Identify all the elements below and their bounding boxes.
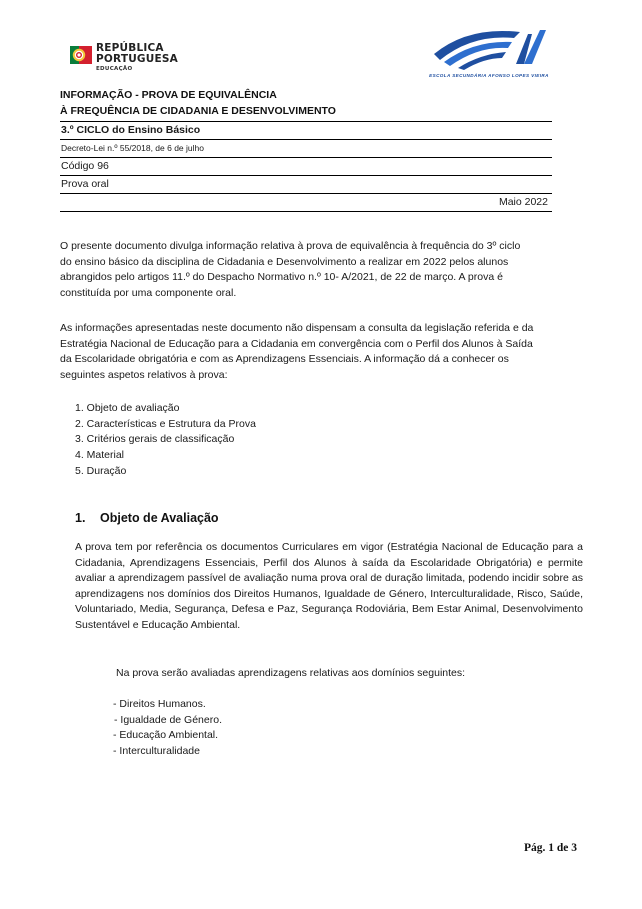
intro-paragraph-2: As informações apresentadas neste documento não dispensam a consulta da legislação referida e da Estratégia Nacional de Educação para a Cidadania em convergência com o Perfil dos Alunos à Saída da Escolaridade obrigatória e com as Aprendizagens Essenciais. A informação dá a conhecer os seguintes aspetos relativos à prova:	[60, 322, 534, 381]
logo-text-educacao: EDUCAÇÃO	[96, 66, 133, 72]
list-item: - Direitos Humanos.	[113, 698, 206, 710]
section-title: Objeto de Avaliação	[100, 511, 219, 525]
exam-type-label: Prova oral	[60, 175, 552, 193]
document-title	[60, 87, 336, 119]
republica-portuguesa-logo	[70, 40, 180, 80]
section-heading	[75, 511, 219, 525]
logo-text-portuguesa: PORTUGUESA	[96, 52, 178, 65]
intro-paragraph-1: O presente documento divulga informação relativa à prova de equivalência à frequência do 3º ciclo do ensino básico da disciplina de Cidadania e Desenvolvimento a realizar em 2022 pelos alunos abrangidos pelo artigos 11.º do Despacho Normativo n.º 10- A/2021, de 22 de março. A prova é constituída por uma componente oral.	[60, 240, 521, 299]
section-number: 1.	[75, 511, 86, 525]
topics-list	[75, 401, 256, 480]
domains-intro: Na prova serão avaliadas aprendizagens relativas aos domínios seguintes:	[116, 667, 466, 679]
title-line-2: À FREQUÊNCIA DE CIDADANIA E DESENVOLVIMENTO	[60, 105, 336, 117]
list-item: - Educação Ambiental.	[113, 729, 219, 741]
date-label: Maio 2022	[60, 193, 552, 212]
list-item: 3. Critérios gerais de classificação	[75, 433, 235, 446]
logo-text-republica: REPÚBLICA	[96, 42, 164, 54]
title-line-1: INFORMAÇÃO - PROVA DE EQUIVALÊNCIA	[60, 89, 277, 101]
section-paragraph: A prova tem por referência os documentos Curriculares em vigor (Estratégia Nacional de Educação para a Cidadania, Aprendizagens Essenciais, Perfil dos Alunos à saída da Escolaridade Obrigatória) e permite avaliar a aprendizagem passível de avaliação numa prova oral de duração limitada, podendo incidir sobre as aprendizagens nos domínios dos Direitos Humanos, Igualdade de Género, Interculturalidade, Risco, Saúde, Voluntariado, Media, Segurança, Defesa e Paz, Segurança Rodoviária, Bem Estar Animal, Desenvolvimento Sustentável e Educação Ambiental.	[75, 541, 583, 631]
school-name: ESCOLA SECUNDÁRIA AFONSO LOPES VIEIRA	[429, 73, 549, 78]
code-label: Código 96	[60, 157, 552, 175]
decree-label: Decreto-Lei n.º 55/2018, de 6 de julho	[60, 139, 552, 157]
school-emblem-icon	[428, 24, 550, 72]
list-item: 2. Características e Estrutura da Prova	[75, 417, 256, 430]
list-item: 4. Material	[75, 449, 125, 462]
page-number: Pág. 1 de 3	[524, 842, 578, 854]
list-item: 1. Objeto de avaliação	[75, 402, 180, 414]
domains-list	[113, 697, 222, 759]
cycle-label: 3.º CICLO do Ensino Básico	[60, 121, 552, 139]
list-item: - Interculturalidade	[113, 744, 200, 757]
coat-of-arms-icon	[70, 42, 94, 68]
exam-info-block	[60, 121, 552, 212]
list-item: - Igualdade de Género.	[114, 713, 222, 726]
school-logo	[428, 24, 550, 80]
list-item: 5. Duração	[75, 464, 127, 477]
